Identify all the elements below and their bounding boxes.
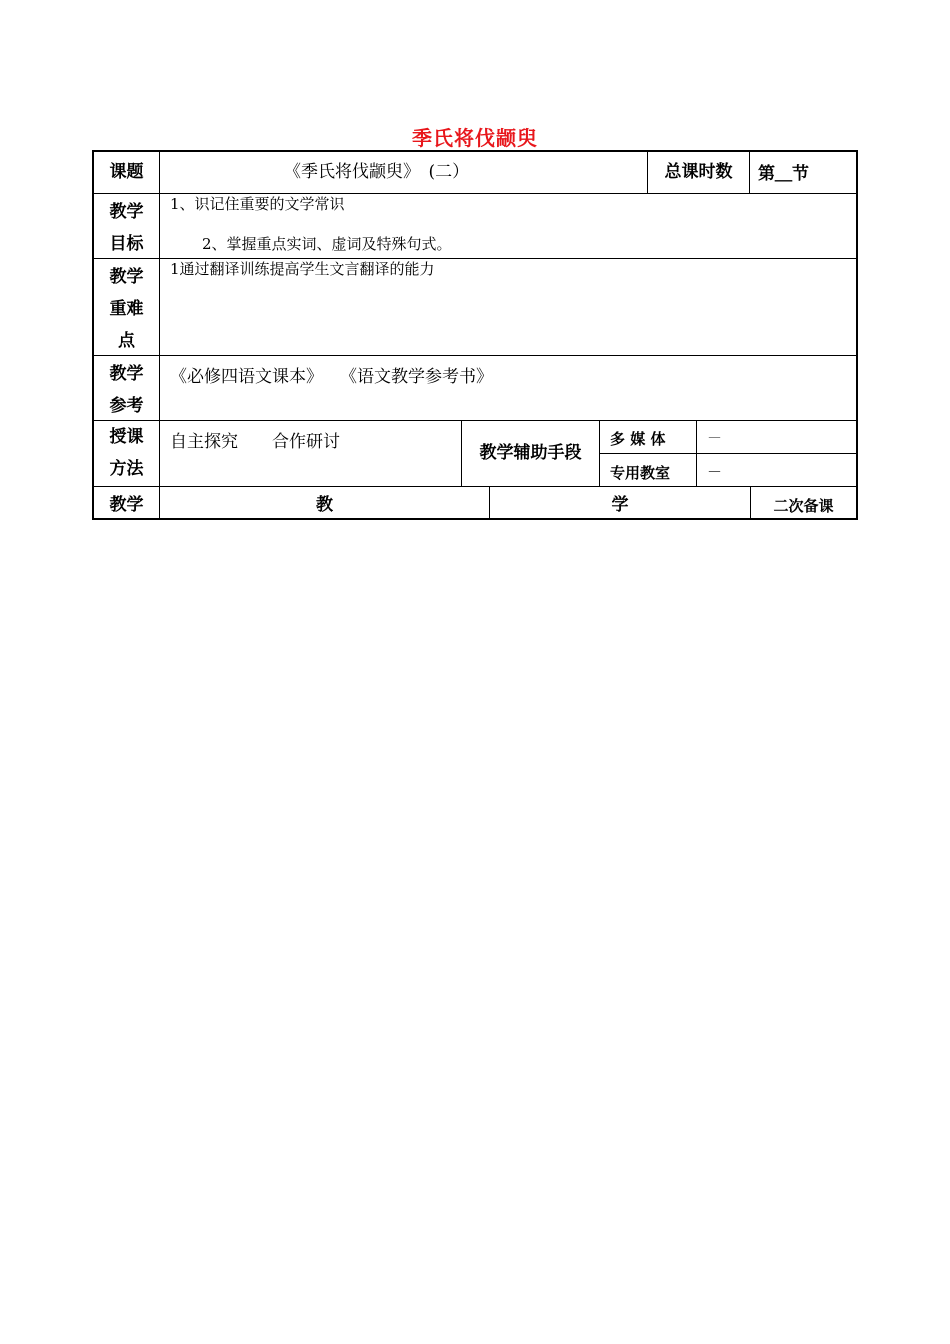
total-periods-label: 总课时数 xyxy=(664,162,733,182)
classroom-label: 专用教室 xyxy=(610,464,671,482)
multimedia-label: 多 媒 体 xyxy=(610,430,666,448)
learn-column-header: 学 xyxy=(611,495,629,515)
key-point-item: 1通过翻译训练提高学生文言翻译的能力 xyxy=(170,260,435,278)
objective-item: 2、掌握重点实词、虚词及特殊句式。 xyxy=(202,235,452,253)
lesson-plan-table xyxy=(92,150,858,520)
method-label: 授课 方法 xyxy=(109,427,144,479)
references-value: 《必修四语文课本》 《语文教学参考书》 xyxy=(170,367,493,387)
section-number: 第＿节 xyxy=(758,164,809,184)
second-prep-header: 二次备课 xyxy=(773,497,834,515)
key-points-label: 教学 重难 点 xyxy=(109,267,144,351)
classroom-value: － xyxy=(707,463,723,481)
teaching-aids-label: 教学辅助手段 xyxy=(479,443,582,463)
references-label: 教学 参考 xyxy=(109,364,144,416)
objectives-label: 教学 目标 xyxy=(109,202,144,254)
document-title: 季氏将伐颛臾 xyxy=(412,126,538,150)
topic-label: 课题 xyxy=(109,162,144,182)
objective-item: 1、识记住重要的文学常识 xyxy=(170,195,345,213)
topic-value: 《季氏将伐颛臾》 (二） xyxy=(284,162,470,182)
teach-column-header: 教 xyxy=(316,495,333,515)
objectives-content xyxy=(160,194,856,258)
multimedia-value: － xyxy=(707,429,723,447)
method-value: 自主探究 合作研讨 xyxy=(170,432,340,452)
process-label: 教学 xyxy=(109,495,144,515)
